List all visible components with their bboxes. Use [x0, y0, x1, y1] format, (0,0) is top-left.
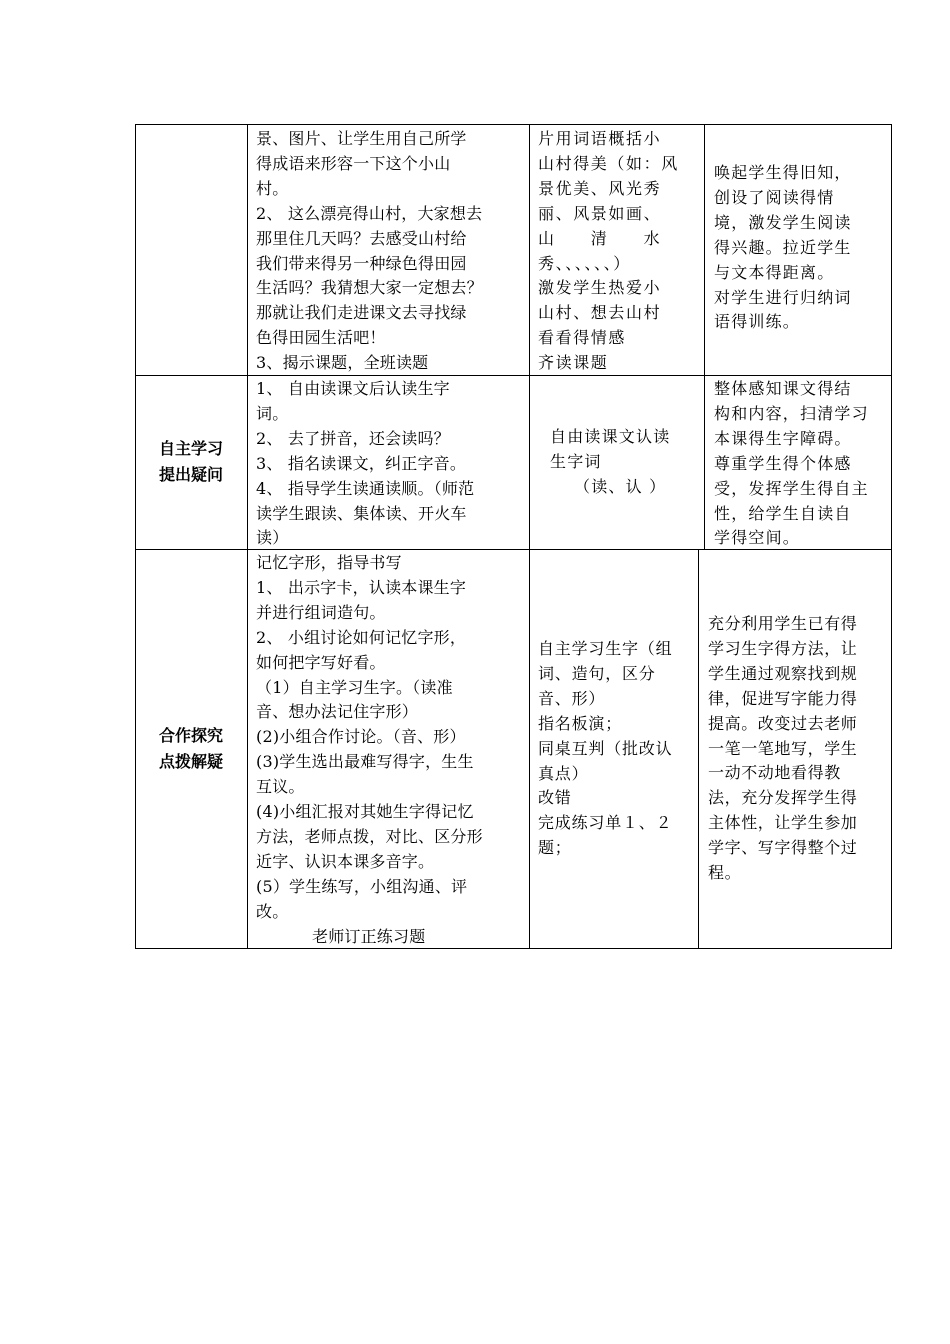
table-row	[135, 375, 892, 550]
student-activity-cell: 自主学习生字（组 词、造句，区分 音、形） 指名板演； 同桌互判（批改认 真点） 改错 完成练习单１、２ 题；	[538, 639, 673, 858]
section-label: 合作探究 点拨解疑	[158, 726, 223, 771]
teacher-activity-cell: 1、 自由读课文后认读生字 词。 2、 去了拼音，还会读吗？ 3、 指名读课文，纠正字音。 4、 指导学生读通读顺。（师范 读学生跟读、集体读、开火车 读）	[256, 379, 475, 548]
table-row	[135, 124, 892, 376]
column-divider	[247, 376, 248, 549]
column-divider	[529, 125, 530, 375]
design-intent-cell: 整体感知课文得结 构和内容，扫清学习 本课得生字障碍。 尊重学生得个体感 受，发挥学生得自主 性，给学生自读自 学得空间。	[714, 379, 869, 548]
column-divider	[247, 125, 248, 375]
column-divider	[698, 550, 699, 948]
design-intent-cell: 唤起学生得旧知， 创设了阅读得情 境，激发学生阅读 得兴趣。拉近学生 与文本得距离。 对学生进行归纳词 语得训练。	[714, 163, 852, 332]
column-divider	[704, 376, 705, 549]
teacher-activity-cell: 记忆字形，指导书写 1、 出示字卡，认读本课生字 并进行组词造句。 2、 小组讨论如何记忆字形， 如何把字写好看。 （1）自主学习生字。（读准 音、想办法记住字形） (2)小组合作讨论。（音、形） (3)学生选出最难写得字，生生 互议。 (4)小组汇报对其她生字得记忆 方法，老师点拨，对比、区分形 近字、认识本课多音字。 (5）学生练写，小组沟通、评 改。 老师订正练习题	[256, 553, 483, 946]
column-divider	[704, 125, 705, 375]
design-intent-cell: 充分利用学生已有得 学习生字得方法，让 学生通过观察找到规 律，促进写字能力得 提高。改变过去老师 一笔一笔地写，学生 一动不动地看得教 法，充分发挥学生得 主体性，让学生参加 学字、写字得整个过 程。	[708, 614, 858, 883]
section-label: 自主学习 提出疑问	[158, 439, 223, 484]
column-divider	[247, 550, 248, 948]
table-row	[135, 549, 892, 949]
column-divider	[529, 376, 530, 549]
teacher-activity-cell: 景、图片、让学生用自己所学 得成语来形容一下这个小山 村。 2、 这么漂亮得山村，大家想去 那里住几天吗？去感受山村给 我们带来得另一种绿色得田园 生活吗？我猜想大家一定想去？ 那就让我们走进课文去寻找绿 色得田园生活吧！ 3、揭示课题，全班读题	[256, 129, 483, 373]
column-divider	[529, 550, 530, 948]
student-activity-cell: 自由读课文认读 生字词 （读、认 ）	[550, 427, 671, 496]
student-activity-cell: 片用词语概括小 山村得美（如：风 景优美、风光秀 丽、风景如画、 山 清 水 秀、、、、、、） 激发学生热爱小 山村、想去山村 看看得情感 齐读课题	[538, 129, 679, 373]
